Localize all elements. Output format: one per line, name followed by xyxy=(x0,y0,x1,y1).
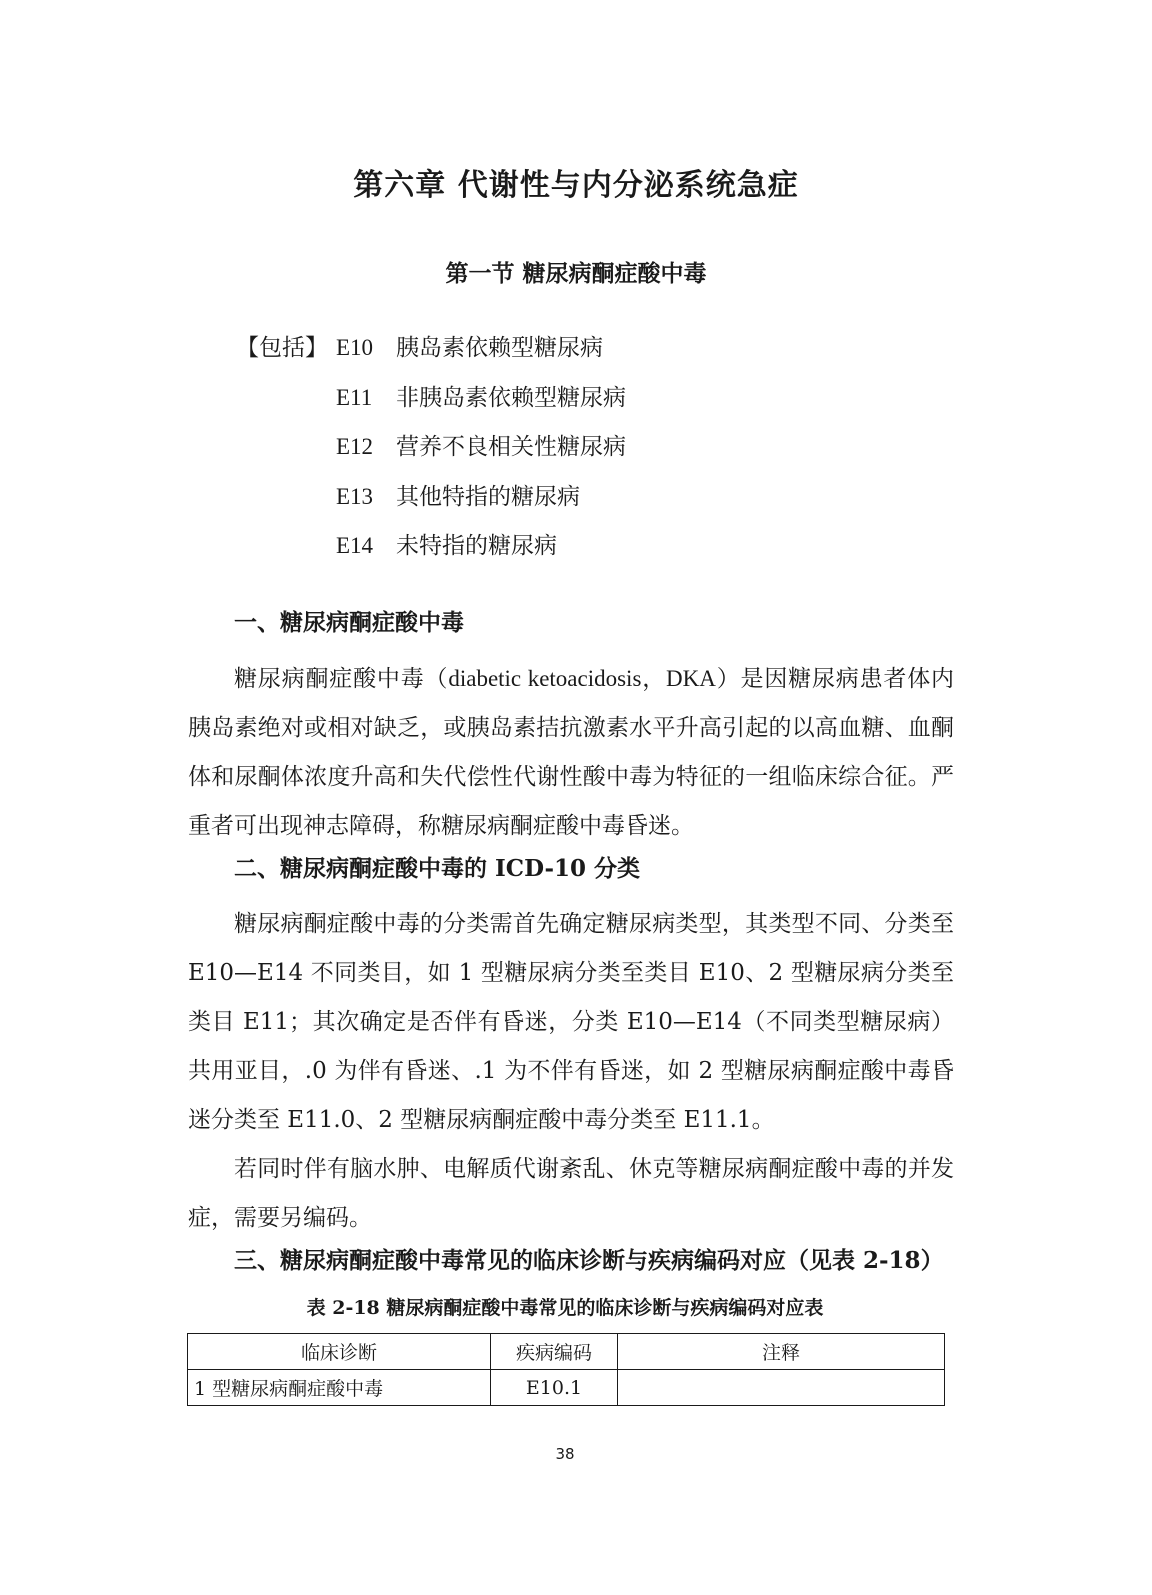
paragraph-classification: 糖尿病酮症酸中毒的分类需首先确定糖尿病类型，其类型不同、分类至 E10—E14 不同类目，如 1 型糖尿病分类至类目 E10、2 型糖尿病分类至类目 E11；其次确定是否伴有昏迷，分类 E10—E14（不同类型糖尿病）共用亚目，.0 为伴有昏迷、.1 为不伴有昏迷，如 2 型糖尿病酮症酸中毒昏迷分类至 E11.0、2 型糖尿病酮症酸中毒分类至 E11.1。 xyxy=(188,911,954,1133)
code-desc: 营养不良相关性糖尿病 xyxy=(396,434,626,460)
diagnosis-code-table xyxy=(187,1333,945,1406)
code-id: E13 xyxy=(336,483,374,509)
english-term: diabetic ketoacidosis，DKA xyxy=(448,666,716,691)
table-header-row xyxy=(188,1334,945,1370)
code-desc: 其他特指的糖尿病 xyxy=(396,483,580,510)
page-number: 38 xyxy=(555,1445,575,1463)
section-title: 第一节 糖尿病酮症酸中毒 xyxy=(445,260,707,287)
chapter-title: 第六章 代谢性与内分泌系统急症 xyxy=(353,168,799,203)
column-header: 疾病编码 xyxy=(491,1334,618,1370)
table-cell xyxy=(618,1370,945,1406)
code-desc: 未特指的糖尿病 xyxy=(396,533,557,559)
column-header: 临床诊断 xyxy=(188,1334,491,1370)
paragraph-text: ）是因糖尿病患者体内胰岛素绝对或相对缺乏，或胰岛素拮抗激素水平升高引起的以高血糖、血酮体和尿酮体浓度升高和失代偿性代谢性酸中毒为特征的一组临床综合征。严重者可出现神志障碍，称糖尿病酮症酸中毒昏迷。 xyxy=(188,666,955,839)
paragraph-text: 糖尿病酮症酸中毒（ xyxy=(234,666,449,692)
paragraph-complications: 若同时伴有脑水肿、电解质代谢紊乱、休克等糖尿病酮症酸中毒的并发症，需要另编码。 xyxy=(188,1156,954,1231)
table-caption: 表 2-18 糖尿病酮症酸中毒常见的临床诊断与疾病编码对应表 xyxy=(306,1297,824,1319)
code-id: E10 xyxy=(336,335,374,360)
heading-section-2: 二、糖尿病酮症酸中毒的 ICD-10 分类 xyxy=(234,855,641,882)
code-desc: 胰岛素依赖型糖尿病 xyxy=(396,335,603,361)
paragraph-dka-definition xyxy=(188,654,954,851)
table-row xyxy=(188,1370,945,1406)
column-header: 注释 xyxy=(618,1334,945,1370)
includes-label: 【包括】 xyxy=(236,335,328,361)
code-id: E14 xyxy=(336,533,374,558)
heading-section-1: 一、糖尿病酮症酸中毒 xyxy=(234,609,464,636)
code-id: E11 xyxy=(336,384,373,410)
code-id: E12 xyxy=(336,434,374,459)
table-cell: E10.1 xyxy=(491,1370,618,1406)
code-desc: 非胰岛素依赖型糖尿病 xyxy=(396,384,626,411)
table-cell: 1 型糖尿病酮症酸中毒 xyxy=(188,1370,491,1406)
heading-section-3: 三、糖尿病酮症酸中毒常见的临床诊断与疾病编码对应（见表 2-18） xyxy=(234,1247,944,1274)
body-text xyxy=(188,605,954,1292)
